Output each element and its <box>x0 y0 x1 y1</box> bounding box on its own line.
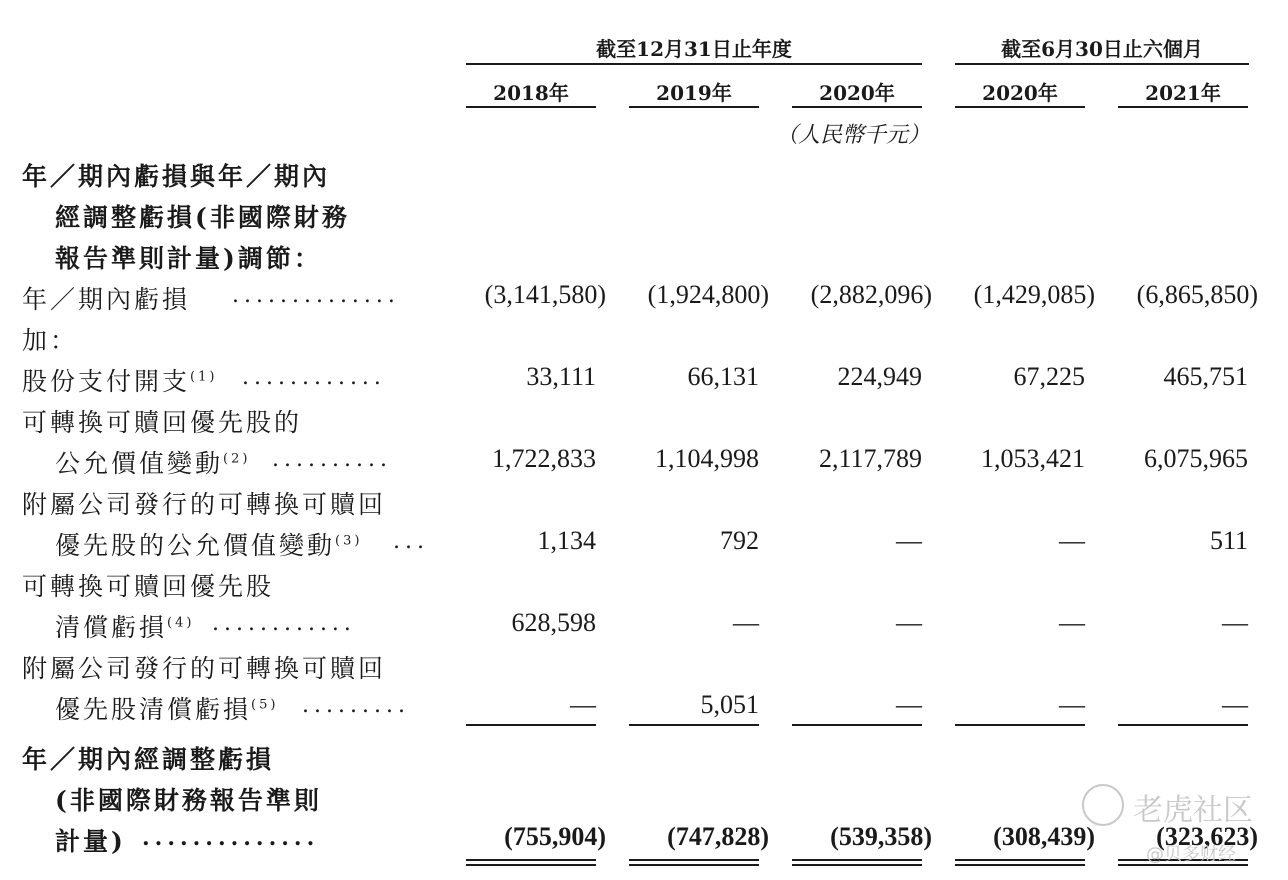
cell: 1,053,421 <box>981 444 1085 473</box>
cell: 33,111 <box>526 362 596 391</box>
total-rule <box>792 859 922 861</box>
cell: — <box>896 526 922 555</box>
header-year-group: 截至12月31日止年度 <box>596 37 792 61</box>
row-label-fv-pref-cont: 公允價值變動$^{(2)}$ <box>55 449 251 478</box>
total-rule <box>955 859 1085 861</box>
total-rule <box>466 859 596 861</box>
section-title: 報告準則計量)調節： <box>55 244 322 273</box>
header-year-rule <box>466 63 922 65</box>
col-header-2020-h1: 2020年 <box>982 81 1058 105</box>
cell: — <box>896 608 922 637</box>
cell: 6,075,965 <box>1144 444 1248 473</box>
cell: — <box>1059 690 1085 719</box>
row-label-add: 加： <box>22 326 79 355</box>
row-label-net-loss: 年／期內虧損 <box>22 285 191 314</box>
cell: 5,051 <box>700 690 759 719</box>
leader-dots: ............ <box>242 365 386 390</box>
leader-dots: .............. <box>232 283 400 308</box>
cell: — <box>1059 608 1085 637</box>
row-label-extinguish-sub-cont: 優先股清償虧損$^{(5)}$ <box>55 695 279 724</box>
cell: 224,949 <box>837 362 922 391</box>
cell: — <box>1222 690 1248 719</box>
row-label-adjusted-cont: (非國際財務報告準則 <box>55 786 322 815</box>
col-rule <box>466 106 596 108</box>
footnote-ref: (1) <box>190 369 218 385</box>
col-header-2019: 2019年 <box>656 81 732 105</box>
row-label-extinguish-cont: 清償虧損$^{(4)}$ <box>55 613 195 642</box>
col-rule <box>629 106 759 108</box>
cell: (755,904) <box>504 822 606 851</box>
cell: — <box>896 690 922 719</box>
leader-dots: ... <box>393 529 429 554</box>
cell: (6,865,850) <box>1136 280 1258 309</box>
section-title: 年／期內虧損與年／期內 <box>22 162 331 191</box>
cell: (308,439) <box>993 822 1095 851</box>
cell: 465,751 <box>1163 362 1248 391</box>
footnote-ref: (5) <box>251 697 279 713</box>
header-half-rule <box>955 63 1249 65</box>
total-rule <box>955 864 1085 866</box>
cell: — <box>1222 608 1248 637</box>
watermark-logo-icon <box>1082 784 1124 826</box>
total-rule <box>466 864 596 866</box>
row-label-fv-sub: 附屬公司發行的可轉換可贖回 <box>22 490 387 519</box>
cell: (747,828) <box>667 822 769 851</box>
row-label-extinguish-sub: 附屬公司發行的可轉換可贖回 <box>22 654 387 683</box>
subtotal-rule <box>629 724 759 726</box>
cell: 1,722,833 <box>492 444 596 473</box>
subtotal-rule <box>955 724 1085 726</box>
section-title: 經調整虧損(非國際財務 <box>55 203 350 232</box>
row-label-adjusted-cont: 計量) <box>55 827 126 856</box>
cell: 511 <box>1209 526 1248 555</box>
cell: 628,598 <box>511 608 596 637</box>
total-rule <box>629 864 759 866</box>
subtotal-rule <box>792 724 922 726</box>
subtotal-rule <box>1118 724 1248 726</box>
row-label-fv-sub-cont: 優先股的公允價值變動$^{(3)}$ <box>55 531 363 560</box>
cell: (2,882,096) <box>810 280 932 309</box>
leader-dots: ............ <box>212 611 356 636</box>
unit-label: （人民幣千元） <box>776 123 931 148</box>
cell: 792 <box>720 526 759 555</box>
cell: (323,623) <box>1156 822 1258 851</box>
row-label-adjusted: 年／期內經調整虧損 <box>22 745 275 774</box>
total-rule <box>792 864 922 866</box>
watermark-brand: 老虎社区 <box>1133 793 1253 828</box>
cell: — <box>1059 526 1085 555</box>
footnote-ref: (2) <box>223 451 251 467</box>
col-header-2020: 2020年 <box>819 81 895 105</box>
col-rule <box>792 106 922 108</box>
leader-dots: .............. <box>142 825 320 851</box>
col-rule <box>1118 106 1248 108</box>
leader-dots: ......... <box>302 693 410 718</box>
header-half-group: 截至6月30日止六個月 <box>1001 37 1203 61</box>
cell: — <box>570 690 596 719</box>
col-rule <box>955 106 1085 108</box>
row-label-fv-pref: 可轉換可贖回優先股的 <box>22 408 303 437</box>
cell: — <box>733 608 759 637</box>
cell: (539,358) <box>830 822 932 851</box>
cell: (1,429,085) <box>973 280 1095 309</box>
cell: 66,131 <box>687 362 759 391</box>
cell: (3,141,580) <box>484 280 606 309</box>
cell: 67,225 <box>1013 362 1085 391</box>
cell: (1,924,800) <box>647 280 769 309</box>
col-header-2021-h1: 2021年 <box>1145 81 1221 105</box>
cell: 1,134 <box>537 526 596 555</box>
cell: 1,104,998 <box>655 444 759 473</box>
footnote-ref: (4) <box>167 615 195 631</box>
row-label-sbc: 股份支付開支$^{(1)}$ <box>22 367 218 396</box>
row-label-extinguish: 可轉換可贖回優先股 <box>22 572 275 601</box>
subtotal-rule <box>466 724 596 726</box>
leader-dots: .......... <box>272 447 392 472</box>
watermark-handle: @贝多财经 <box>1146 844 1236 865</box>
cell: 2,117,789 <box>818 444 922 473</box>
col-header-2018: 2018年 <box>493 81 569 105</box>
footnote-ref: (3) <box>335 533 363 549</box>
total-rule <box>629 859 759 861</box>
